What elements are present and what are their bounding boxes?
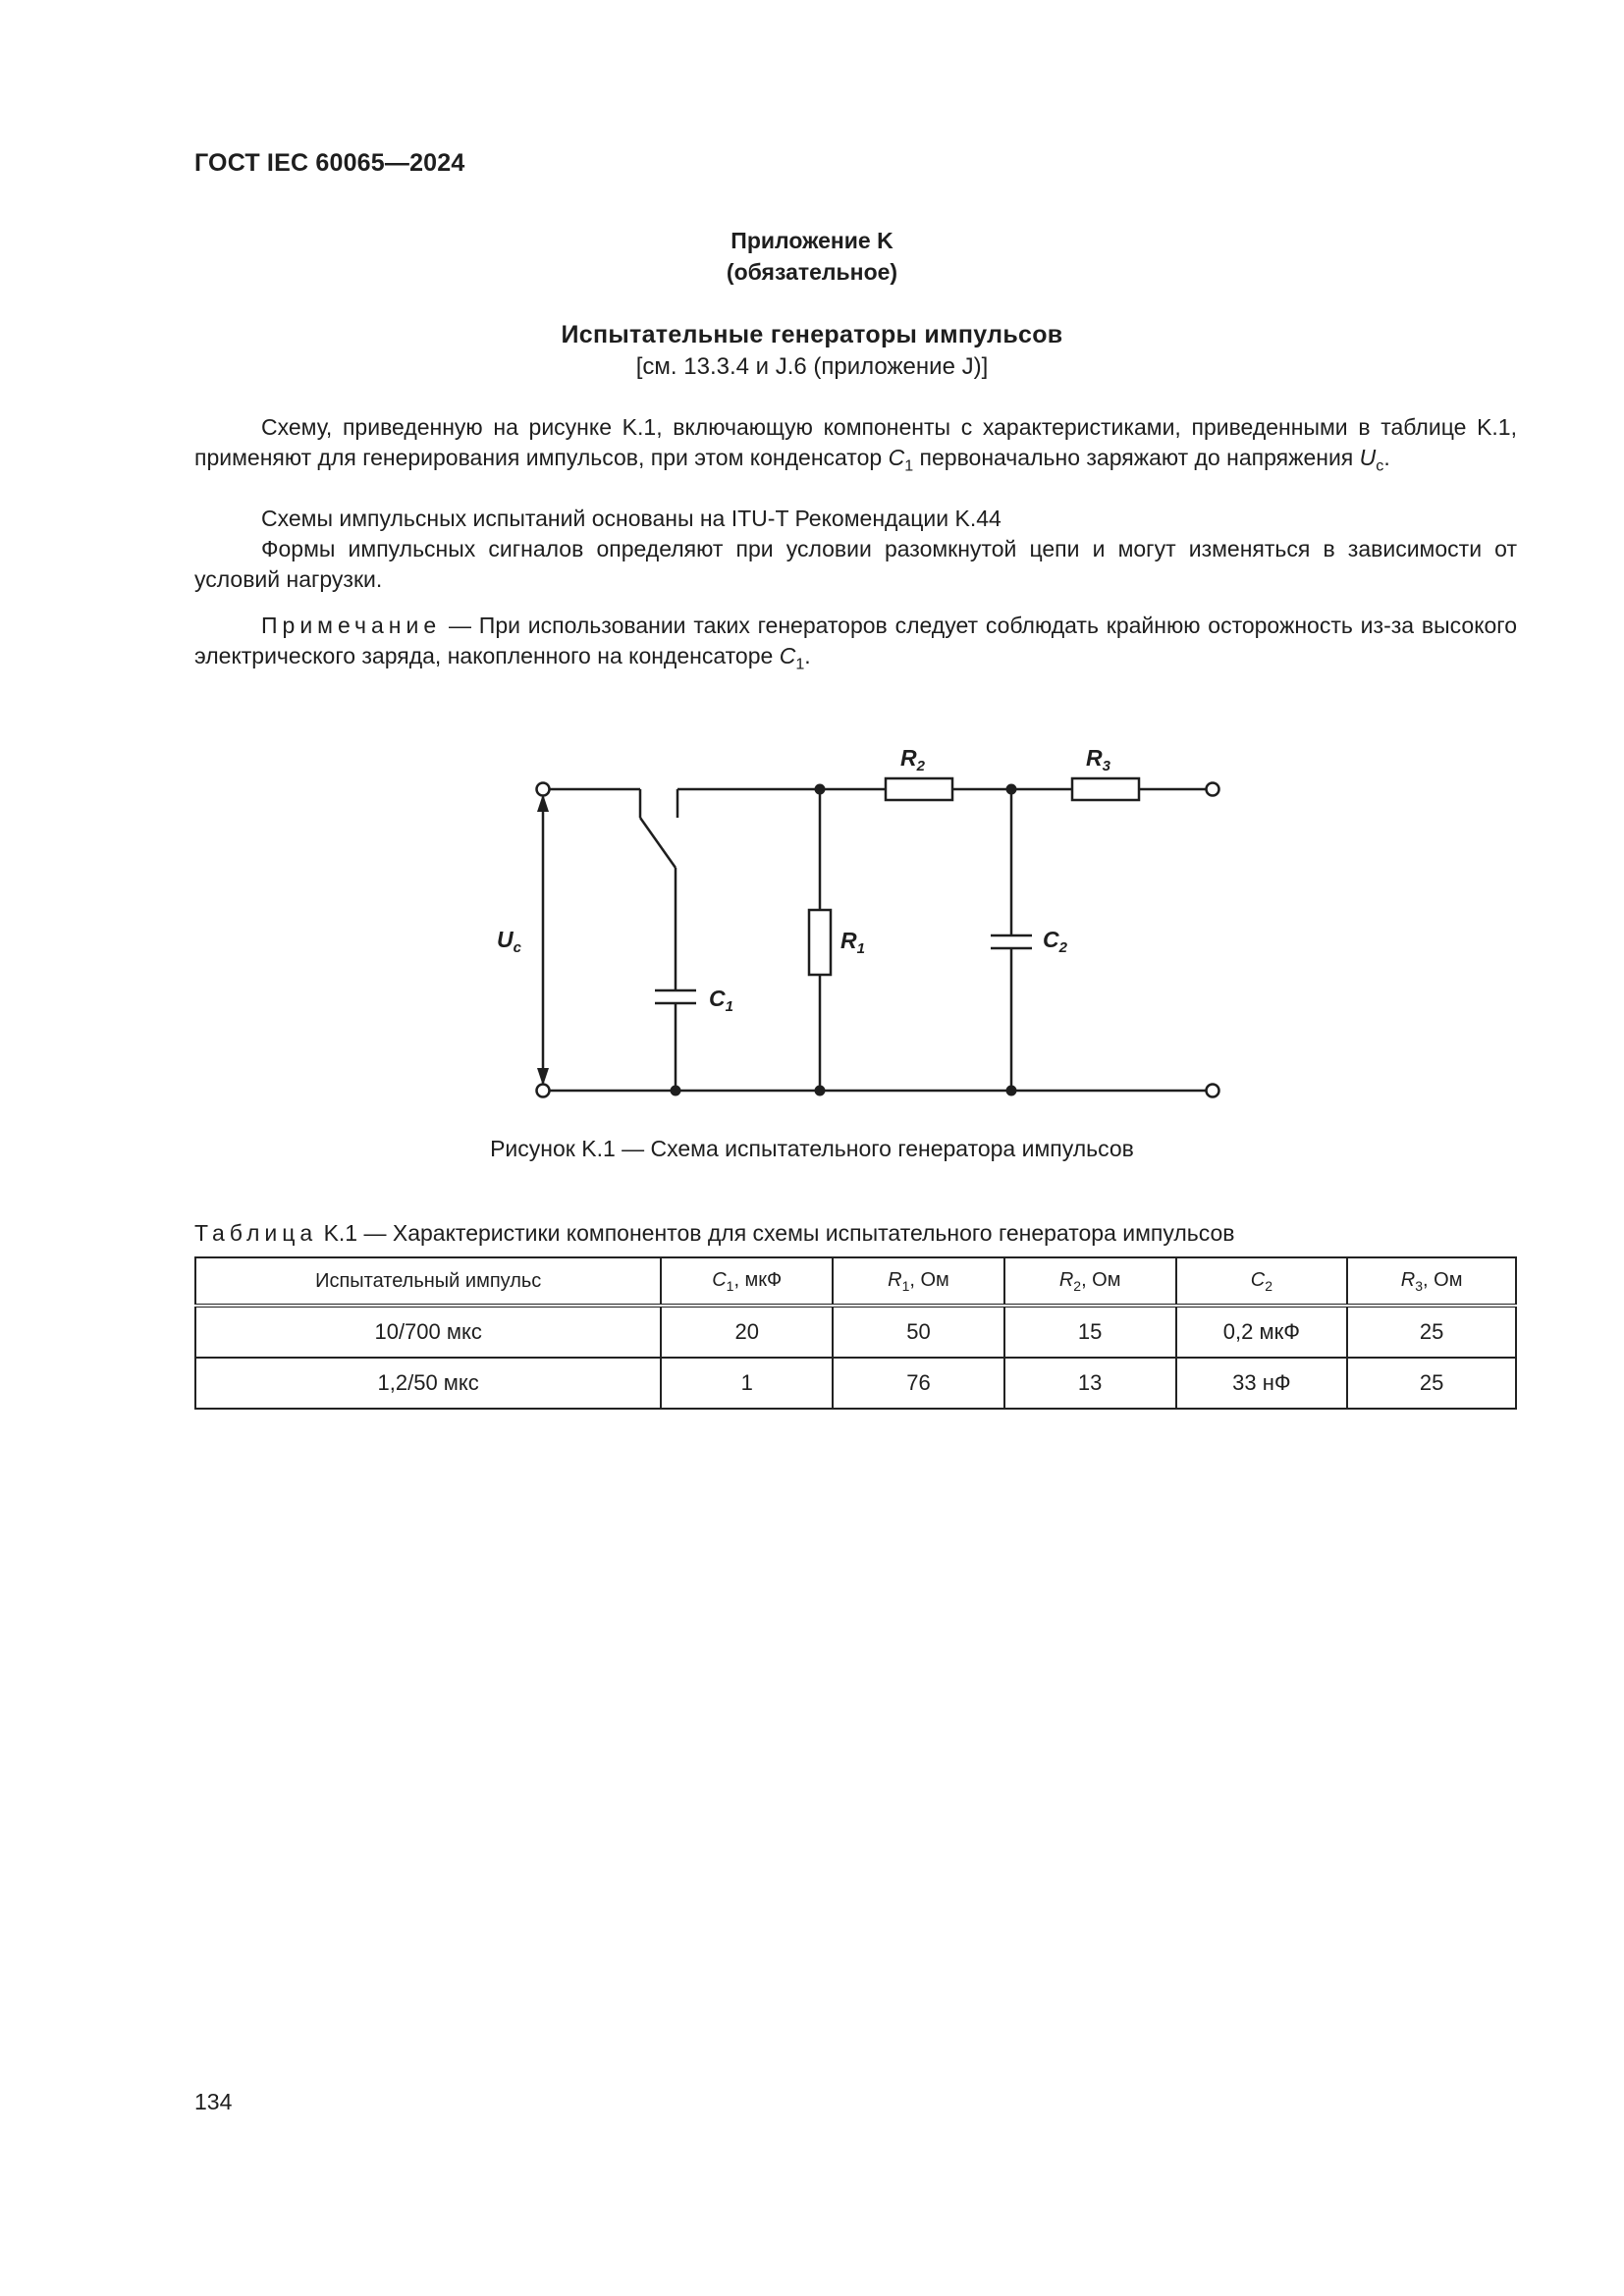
header-c2: $C_2$ bbox=[1176, 1257, 1348, 1306]
label-r3: $R_3$ bbox=[1086, 745, 1110, 774]
section-title: Испытательные генераторы импульсов bbox=[561, 321, 1063, 348]
components-table bbox=[194, 1256, 1517, 1410]
table-cell: 0,2 мкФ bbox=[1176, 1306, 1348, 1358]
table-cell: 15 bbox=[1004, 1306, 1176, 1358]
table-cell: 1 bbox=[661, 1358, 833, 1409]
table-cell: 10/700 мкс bbox=[195, 1306, 661, 1358]
label-r2: $R_2$ bbox=[900, 745, 925, 774]
capacitor-c2-icon bbox=[991, 935, 1032, 948]
paragraph-2: Схемы импульсных испытаний основаны на ITU-T Рекомендации K.44 bbox=[261, 506, 1001, 531]
table-cell: 33 нФ bbox=[1176, 1358, 1348, 1409]
label-c2: $C_2$ bbox=[1043, 927, 1067, 956]
header-r3: $R_3$, Ом bbox=[1347, 1257, 1516, 1306]
appendix-title: Приложение K bbox=[731, 228, 893, 253]
header-r2: $R_2$, Ом bbox=[1004, 1257, 1176, 1306]
figure-caption: Рисунок K.1 — Схема испытательного генератора импульсов bbox=[490, 1136, 1134, 1161]
table-cell: 13 bbox=[1004, 1358, 1176, 1409]
capacitor-c1-icon bbox=[655, 990, 696, 1003]
header-c1: $C_1$, мкФ bbox=[661, 1257, 833, 1306]
table-row bbox=[195, 1306, 1516, 1358]
note-label: Примечание bbox=[261, 613, 442, 638]
table-row bbox=[195, 1358, 1516, 1409]
note: Примечание — При использовании таких генераторов следует соблюдать крайнюю осторожность из-за высокого электрического заряда, накопленного на конденсаторе $C_1$. bbox=[194, 613, 1517, 673]
resistor-r1-icon bbox=[809, 910, 831, 975]
table-cell: 25 bbox=[1347, 1358, 1516, 1409]
table-caption: Таблица K.1 — Характеристики компонентов для схемы испытательного генератора импульсов bbox=[194, 1220, 1235, 1246]
resistor-r2-icon bbox=[886, 778, 952, 800]
table-header-row bbox=[195, 1257, 1516, 1306]
appendix-status: (обязательное) bbox=[726, 259, 898, 285]
label-r1: $R_1$ bbox=[840, 928, 865, 957]
header-test-impulse: Испытательный импульс bbox=[195, 1257, 661, 1306]
label-uc: $U_c$ bbox=[497, 927, 521, 956]
label-c1: $C_1$ bbox=[709, 986, 733, 1015]
section-reference: [см. 13.3.4 и J.6 (приложение J)] bbox=[635, 353, 989, 380]
table-cell: 1,2/50 мкс bbox=[195, 1358, 661, 1409]
table-cell: 20 bbox=[661, 1306, 833, 1358]
terminals bbox=[537, 783, 1219, 1097]
paragraph-1: Схему, приведенную на рисунке K.1, включающую компоненты с характеристиками, приведенными в таблице K.1, применяют для генерирования импульсов, при этом конденсатор $C_1$ первоначально заряжают до напряжения $U_c$. bbox=[194, 414, 1517, 475]
document-code: ГОСТ IEC 60065—2024 bbox=[194, 149, 465, 177]
table-cell: 50 bbox=[833, 1306, 1004, 1358]
resistor-r3-icon bbox=[1072, 778, 1139, 800]
table-cell: 25 bbox=[1347, 1306, 1516, 1358]
page-number: 134 bbox=[194, 2089, 233, 2114]
header-r1: $R_1$, Ом bbox=[833, 1257, 1004, 1306]
paragraph-3: Формы импульсных сигналов определяют при условии разомкнутой цепи и могут изменяться в зависимости от условий нагрузки. bbox=[194, 536, 1517, 592]
table-cell: 76 bbox=[833, 1358, 1004, 1409]
